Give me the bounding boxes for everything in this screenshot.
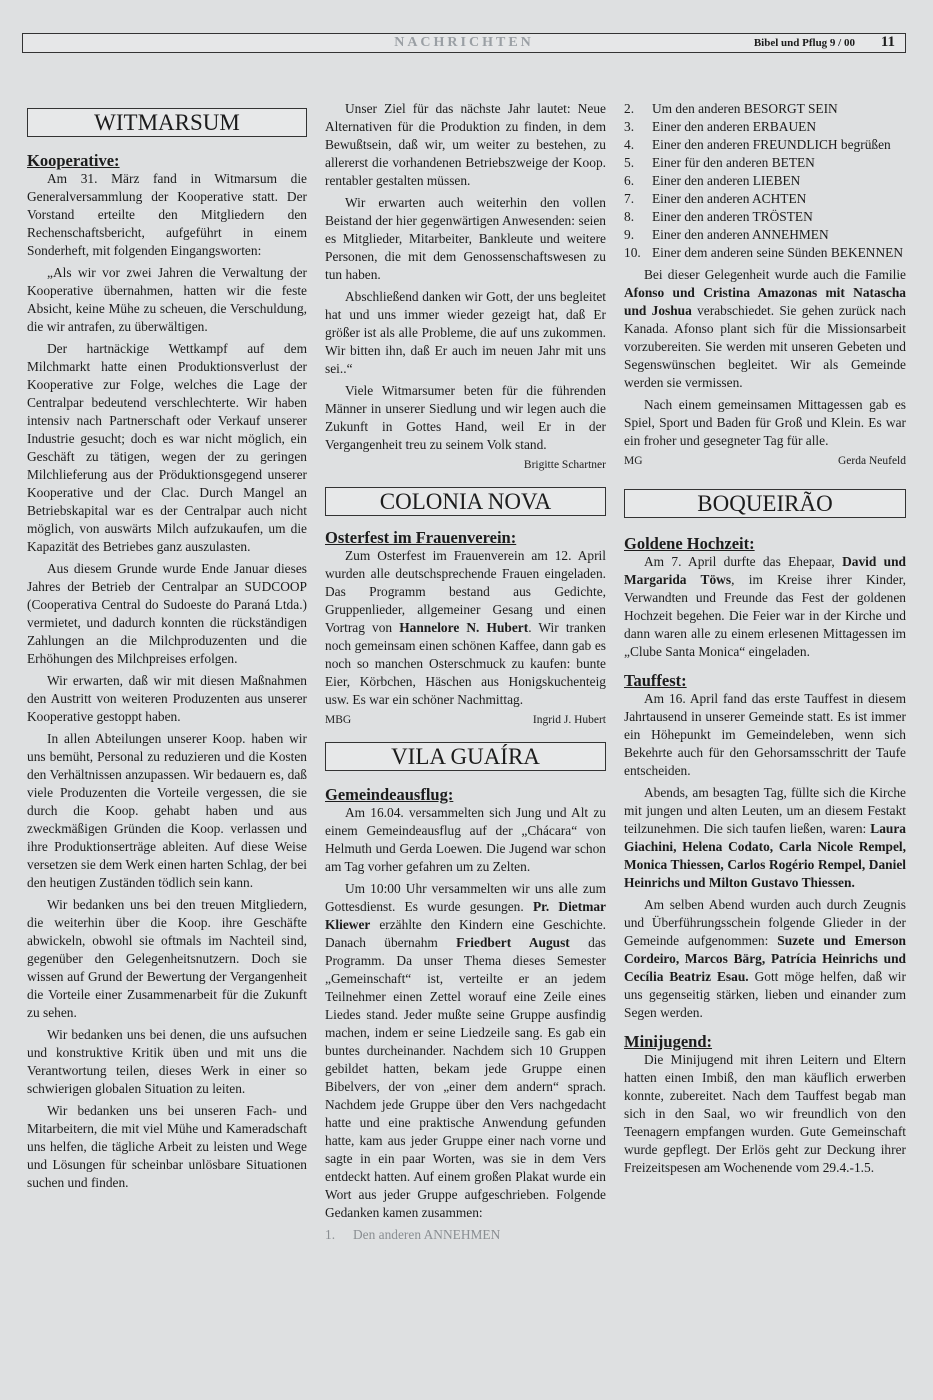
paragraph: Wir bedanken uns bei denen, die uns aufsuchen und konstruktive Kritik üben und mit uns die Verantwortung teilen, dieses Werk in einer so schwierigen globalen Situation zu leiten.: [27, 1027, 307, 1096]
column-2: [325, 100, 606, 1244]
paragraph: Die Minijugend mit ihren Leitern und Eltern hatten einen Imbiß, den man käuflich erwerben konnte, zubereitet. Nach dem Tauffest begab man sich in den Saal, wo wir freundlich von den Teenagern empfangen wurden. Gute Gemeinschaft wurde gepflegt. Der Erlös geht zur Deckung ihrer Freizeitspesen am Wochenende vom 29.4.-1.5.: [624, 1052, 906, 1175]
column-1: [27, 100, 307, 1196]
paragraph: Viele Witmarsumer beten für die führenden Männer in unserer Siedlung und wir legen auch die Zukunft in Gottes Hand, weil Er in der Vergangenheit treu zu seinem Volk stand.: [325, 383, 606, 452]
page-number: 11: [880, 34, 895, 50]
list-item: 10. Einer dem anderen seine Sünden BEKENNEN: [624, 245, 904, 260]
section-title-vila-guaira: VILA GUAÍRA: [325, 742, 606, 771]
list: [325, 1226, 606, 1244]
paragraph: In allen Abteilungen unserer Koop. haben wir uns bemüht, Personal zu reduzieren und die Kosten den Verhältnissen anzupassen. Wir bedauern es, daß viele Produzenten die Vorteile vergessen, die sie durch die Koop. gehabt haben und aus zweckmäßigen Gründen die Koop. verlassen und ihre Produktionserträge ableiten. Auf diese Weise versetzen sie dem Werk einen harten Schlag, der bei den heutigen Zuständen tödlich sein kann.: [27, 731, 307, 890]
paragraph: Aus diesem Grunde wurde Ende Januar dieses Jahres der Betrieb der Centralpar an SUDCOOP (Cooperativa Central do Sudoeste do Paraná Ltda.) vermietet, und dadurch konnten die rückständigen Zahlungen an die Milchproduzenten und die Erhöhungen des Milchpreises erfolgen.: [27, 561, 307, 666]
signature: [325, 713, 606, 728]
signature: [325, 458, 606, 473]
subheading-goldene-hochzeit: Goldene Hochzeit:: [624, 534, 755, 553]
paragraph: Wir bedanken uns bei unseren Fach- und Mitarbeitern, die mit viel Mühe und Kameradschaft uns helfen, die tägliche Arbeit zu leisten und Wege und Lösungen für scheinbar unlösbare Situationen suchen und finden.: [27, 1103, 307, 1190]
author-name: Gerda Neufeld: [837, 455, 906, 467]
list-item: 9. Einer den anderen ANNEHMEN: [624, 227, 829, 242]
list-item: 4. Einer den anderen FREUNDLICH begrüßen: [624, 137, 891, 152]
page-header: [22, 33, 906, 53]
paragraph: Am 7. April durfte das Ehepaar, David und Margarida Töws, im Kreise ihrer Kinder, Verwandten und Freunde das Fest der goldenen Hochzeit begehen. Die Feier war in der Kirche und dann waren alle zu einem erlesenen Mittagessen im „Clube Santa Monica“ eingeladen.: [624, 554, 907, 659]
list-item: 6. Einer den anderen LIEBEN: [624, 173, 801, 188]
list-item: 2. Um den anderen BESORGT SEIN: [624, 101, 838, 116]
list-item: 7. Einer den anderen ACHTEN: [624, 191, 807, 206]
section-title-witmarsum: WITMARSUM: [27, 108, 307, 137]
section-title-boqueirao: BOQUEIRÃO: [624, 489, 906, 518]
paragraph: Abends, am besagten Tag, füllte sich die Kirche mit jungen und alten Leuten, um an diesem Festakt teilzunehmen. Die sich taufen ließen, waren: Laura Giachini, Helena Codato, Carla Nicole Rempel, Monica Thiessen, Carlos Rogério Rempel, Daniel Heinrichs und Milton Gustavo Thiessen.: [624, 785, 906, 890]
section-label: NACHRICHTEN: [394, 35, 534, 50]
paragraph: Am selben Abend wurden auch durch Zeugnis und Überführungsschein folgende Glieder in der Gemeinde aufgenommen: Suzete und Emerson Cordeiro, Marcos Bärg, Patrícia Heinrichs und Cecília Beatriz Esau. Gott möge helfen, daß wir uns gegenseitig stärken, lieben und einander zum Segen werden.: [624, 897, 906, 1020]
author-initials: MG: [624, 455, 643, 467]
signature: [624, 454, 906, 469]
subheading-osterfest: Osterfest im Frauenverein:: [325, 528, 517, 547]
paragraph: Wir erwarten, daß wir mit diesen Maßnahmen den Austritt von weiteren Produzenten aus unserer Kooperative gestoppt haben.: [27, 673, 307, 724]
subheading-tauffest: Tauffest:: [624, 671, 687, 690]
list: [624, 100, 906, 262]
paragraph: „Als wir vor zwei Jahren die Verwaltung der Kooperative übernahmen, hatten wir die feste Absicht, keine Mühe zu scheuen, die Verschuldung, die wir antrafen, zu überwältigen.: [27, 265, 307, 334]
subheading-gemeindeausflug: Gemeindeausflug:: [325, 785, 454, 804]
paragraph: Um 10:00 Uhr versammelten wir uns alle zum Gottesdienst. Es wurde gesungen. Pr. Dietmar Kliewer erzählte den Kindern eine Geschichte. Danach übernahm Friedbert August das Programm. Da unser Thema dieses Semester „Gemeinschaft“ ist, verteilte er an jedem Teilnehmer einen Zettel worauf eine Zeile eines Liedes stand. Jeder mußte seine Gruppe ausfindig machen, indem er seine Liedzeile sang. Es gab ein buntes durcheinander. Nachdem sich 10 Gruppen gebildet hatten, bekam jede Gruppe einen Bibelvers, der von „einer dem andern“ sprach. Nachdem jede Gruppe über den Vers nachgedacht hatte und eine praktische Anwendung gefunden hatte, kam aus jeder Gruppe einer nach vorne und sagte in ein paar Worten, was sie in dem Vers entdeckt hatten. Auf einem großen Plakat wurde ein Wort aus jeder Gruppe aufgeschrieben. Folgende Gedanken kamen zusammen:: [325, 881, 606, 1220]
paragraph: Abschließend danken wir Gott, der uns begleitet hat und uns immer wieder gezeigt hat, daß Er größer ist als alle Probleme, die auf uns zukommen. Wir bitten ihn, daß Er auch im neuen Jahr mit uns sei..“: [325, 289, 606, 376]
paragraph: Der hartnäckige Wettkampf auf dem Milchmarkt hatte einen Produktionsverlust der Kooperative zur Folge, welches die Lage der Centralpar bedeutend verschlechterte. Wir haben intensiv nach Partnerschaft oder Verkauf unserer Industrie gesucht; doch es war nicht möglich, ein Geschäft zu tätigen, wegen der zu geringen Milchlieferung aus der Pröduktionsgegend unserer Kooperative und der Clac. Durch Mangel an Betriebskapital war es der Centralpar auch nicht möglich, von auswärts Milch aufzukaufen, um die Kapazität des Betriebes ganz auszulasten.: [27, 341, 307, 554]
paragraph: Wir erwarten auch weiterhin den vollen Beistand der hier gegenwärtigen Anwesenden: seien es Mitglieder, Mitarbeiter, Bankleute und weitere Personen, die mit dem Genossenschaftswesen zu tun haben.: [325, 195, 606, 282]
publication-label: Bibel und Pflug 9 / 00: [753, 37, 855, 49]
subheading-kooperative: Kooperative:: [27, 151, 120, 170]
list-item: 1. Den anderen ANNEHMEN: [325, 1227, 501, 1242]
list-item: 3. Einer den anderen ERBAUEN: [624, 119, 816, 134]
column-3: [624, 100, 906, 1181]
author-name: Ingrid J. Hubert: [532, 714, 606, 726]
paragraph: Unser Ziel für das nächste Jahr lautet: Neue Alternativen für die Produktion zu finden, in dem Bewußtsein, daß wir, um weiter zu bestehen, zu allererst die vorhandenen Betriebszweige der Koop. rentabler gestalten müssen.: [325, 101, 606, 188]
list-item: 8. Einer den anderen TRÖSTEN: [624, 209, 813, 224]
paragraph: Am 16. April fand das erste Tauffest in diesem Jahrtausend in unserer Gemeinde statt. Es ist immer ein Höhepunkt im Gemeindeleben, wenn sich Bekehrte auch für den Gehorsamsschritt der Taufe entscheiden.: [624, 691, 906, 778]
section-title-colonia-nova: COLONIA NOVA: [325, 487, 606, 516]
list-item: 5. Einer für den anderen BETEN: [624, 155, 815, 170]
paragraph: Zum Osterfest im Frauenverein am 12. April wurden alle deutschsprechende Frauen eingeladen. Das Programm bestand aus Gedichte, Gruppenlieder, allgemeiner Gesang und einen Vortrag von Hannelore N. Hubert. Wir tranken noch gemeinsam einen schönen Kaffee, dann gab es noch so manchen Osterschmuck zu kaufen: bunte Eier, Körbchen, Häschen aus Honigskuchenteig usw. Es war ein schöner Nachmittag.: [325, 548, 606, 707]
author-initials: MBG: [325, 714, 352, 726]
paragraph: Nach einem gemeinsamen Mittagessen gab es Spiel, Sport und Baden für Groß und Klein. Es war ein froher und gesegneter Tag für alle.: [624, 397, 906, 448]
author-name: Brigitte Schartner: [523, 459, 606, 471]
paragraph: Bei dieser Gelegenheit wurde auch die Familie Afonso und Cristina Amazonas mit Natascha und Joshua verabschiedet. Sie gehen zurück nach Kanada. Afonso plant sich für die Missionsarbeit vorzubereiten. Sie werden mit unseren Gebeten und Segenswünschen begleitet. Wir als Gemeinde werden sie vermissen.: [624, 267, 906, 390]
paragraph: Am 31. März fand in Witmarsum die Generalversammlung der Kooperative statt. Der Vorstand erteilte den Mitgliedern den Rechenschaftsbericht, aufgeführt in einem Sonderheft, mit folgenden Eingangsworten:: [27, 171, 307, 258]
paragraph: Wir bedanken uns bei den treuen Mitgliedern, die weiterhin über die Koop. ihre Geschäfte abwickeln, obwohl sie oftmals im Nachteil sind, gegenüber den Gelegenheitsnutzern. Doch sie wissen auf Grund der Bewertung der Vergangenheit die Vorteile einer Zusammenarbeit für die Zukunft zu sehen.: [27, 897, 307, 1020]
subheading-minijugend: Minijugend:: [624, 1032, 713, 1051]
paragraph: Am 16.04. versammelten sich Jung und Alt zu einem Gemeindeausflug auf der „Chácara“ von Helmuth und Gerda Loewen. Die Jugend war schon am Tag vorher gefahren um zu Zelten.: [325, 805, 606, 874]
